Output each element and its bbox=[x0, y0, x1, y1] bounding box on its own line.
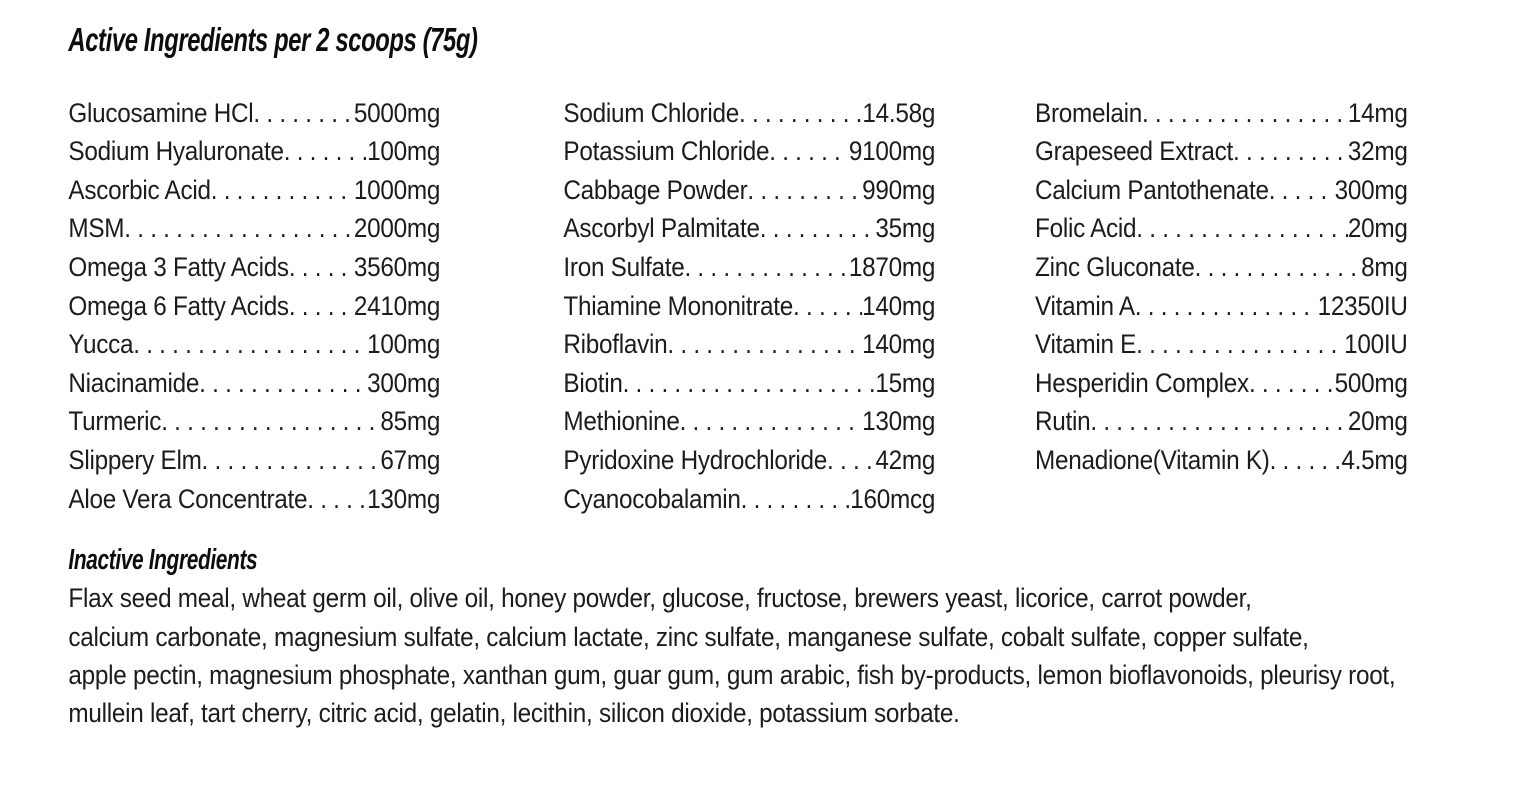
dot-leader bbox=[1136, 209, 1348, 248]
ingredient-row bbox=[68, 325, 440, 364]
dot-leader bbox=[284, 132, 367, 171]
ingredient-row bbox=[563, 171, 935, 210]
dot-leader bbox=[1136, 325, 1344, 364]
ingredient-row bbox=[68, 287, 440, 326]
ingredient-value: 100mg bbox=[367, 329, 441, 360]
ingredient-row bbox=[68, 132, 440, 171]
ingredient-value: 300mg bbox=[1334, 174, 1408, 205]
dot-leader bbox=[1270, 441, 1342, 480]
dot-leader bbox=[623, 364, 876, 403]
ingredient-name: Ascorbic Acid bbox=[68, 174, 211, 205]
dot-leader bbox=[1135, 287, 1318, 326]
ingredient-row bbox=[1035, 402, 1408, 441]
ingredient-row bbox=[68, 209, 440, 248]
ingredient-name: Bromelain bbox=[1035, 97, 1142, 128]
ingredient-row bbox=[563, 94, 935, 133]
ingredient-name: Cyanocobalamin bbox=[563, 483, 741, 514]
dot-leader bbox=[161, 402, 380, 441]
ingredient-name: Biotin bbox=[563, 367, 623, 398]
dot-leader bbox=[124, 209, 354, 248]
ingredient-value: 130mg bbox=[367, 483, 441, 514]
dot-leader bbox=[827, 441, 875, 480]
dot-leader bbox=[289, 287, 354, 326]
dot-leader bbox=[741, 480, 851, 519]
dot-leader bbox=[680, 402, 863, 441]
ingredient-value: 130mg bbox=[862, 406, 936, 437]
ingredient-row bbox=[1035, 171, 1408, 210]
ingredient-name: Ascorbyl Palmitate bbox=[563, 213, 760, 244]
ingredient-row bbox=[563, 287, 935, 326]
dot-leader bbox=[739, 94, 862, 133]
dot-leader bbox=[202, 441, 381, 480]
dot-leader bbox=[253, 94, 353, 133]
dot-leader bbox=[667, 325, 862, 364]
ingredient-name: Turmeric bbox=[68, 406, 162, 437]
ingredient-row bbox=[68, 171, 440, 210]
ingredient-row bbox=[1035, 364, 1408, 403]
ingredient-name: Rutin bbox=[1035, 406, 1091, 437]
ingredient-row bbox=[1035, 441, 1408, 480]
ingredient-column-3 bbox=[1035, 94, 1408, 519]
dot-leader bbox=[769, 132, 849, 171]
ingredient-name: Thiamine Mononitrate bbox=[563, 290, 794, 321]
ingredient-name: Methionine bbox=[563, 406, 680, 437]
ingredient-value: 12350IU bbox=[1317, 290, 1408, 321]
ingredient-value: 2000mg bbox=[353, 213, 441, 244]
dot-leader bbox=[1142, 94, 1348, 133]
inactive-ingredients-paragraph bbox=[68, 579, 1536, 733]
ingredient-value: 140mg bbox=[862, 329, 936, 360]
ingredient-value: 300mg bbox=[367, 367, 441, 398]
ingredient-value: 140mg bbox=[862, 290, 936, 321]
dot-leader bbox=[289, 248, 354, 287]
inactive-ingredients-line: calcium carbonate, magnesium sulfate, calcium lactate, zinc sulfate, manganese sulfate, cobalt sulfate, copper sulfate, bbox=[68, 621, 1309, 652]
ingredient-row bbox=[68, 402, 440, 441]
ingredient-row bbox=[1035, 94, 1408, 133]
ingredient-row bbox=[563, 441, 935, 480]
ingredient-name: Niacinamide bbox=[68, 367, 200, 398]
ingredient-value: 100IU bbox=[1344, 329, 1408, 360]
ingredient-row bbox=[1035, 287, 1408, 326]
ingredient-value: 2410mg bbox=[353, 290, 441, 321]
ingredient-row bbox=[68, 480, 440, 519]
ingredient-row bbox=[68, 364, 440, 403]
ingredient-value: 990mg bbox=[862, 174, 936, 205]
dot-leader bbox=[1090, 402, 1348, 441]
dot-leader bbox=[133, 325, 367, 364]
dot-leader bbox=[1249, 364, 1335, 403]
ingredient-row bbox=[68, 94, 440, 133]
ingredient-name: Potassium Chloride bbox=[563, 136, 770, 167]
ingredient-value: 14mg bbox=[1347, 97, 1408, 128]
dot-leader bbox=[1269, 171, 1335, 210]
dot-leader bbox=[760, 209, 876, 248]
ingredient-value: 9100mg bbox=[848, 136, 936, 167]
inactive-ingredients-line: Flax seed meal, wheat germ oil, olive oil, honey powder, glucose, fructose, brewers yeast, licorice, carrot powder, bbox=[68, 583, 1252, 614]
ingredient-name: Aloe Vera Concentrate bbox=[68, 483, 308, 514]
ingredient-value: 35mg bbox=[875, 213, 936, 244]
ingredient-row bbox=[1035, 209, 1408, 248]
ingredient-name: Omega 3 Fatty Acids bbox=[68, 251, 289, 282]
ingredient-name: Vitamin E bbox=[1035, 329, 1137, 360]
ingredient-name: Zinc Gluconate bbox=[1035, 251, 1195, 282]
ingredient-name: Calcium Pantothenate bbox=[1035, 174, 1269, 205]
ingredient-value: 20mg bbox=[1347, 213, 1408, 244]
ingredient-row bbox=[68, 248, 440, 287]
ingredient-row bbox=[563, 480, 935, 519]
inactive-ingredients-line: mullein leaf, tart cherry, citric acid, gelatin, lecithin, silicon dioxide, potassium sorbate. bbox=[68, 698, 960, 729]
ingredient-row bbox=[563, 248, 935, 287]
active-ingredients-title: Active Ingredients per 2 scoops (75g) bbox=[68, 21, 478, 58]
ingredient-name: Grapeseed Extract bbox=[1035, 136, 1234, 167]
ingredient-name: Sodium Chloride bbox=[563, 97, 739, 128]
ingredient-value: 500mg bbox=[1334, 367, 1408, 398]
ingredient-value: 32mg bbox=[1347, 136, 1408, 167]
ingredient-value: 14.58g bbox=[862, 97, 936, 128]
ingredient-row bbox=[68, 441, 440, 480]
ingredient-value: 1870mg bbox=[848, 251, 936, 282]
dot-leader bbox=[307, 480, 367, 519]
ingredient-value: 1000mg bbox=[353, 174, 441, 205]
ingredient-row bbox=[563, 209, 935, 248]
ingredient-name: Menadione(Vitamin K) bbox=[1035, 444, 1270, 475]
ingredient-name: Vitamin A bbox=[1035, 290, 1135, 321]
ingredient-name: Omega 6 Fatty Acids bbox=[68, 290, 289, 321]
ingredient-name: Cabbage Powder bbox=[563, 174, 748, 205]
ingredient-value: 160mcg bbox=[850, 483, 936, 514]
ingredient-value: 15mg bbox=[875, 367, 936, 398]
ingredient-row bbox=[563, 364, 935, 403]
ingredient-row bbox=[1035, 248, 1408, 287]
dot-leader bbox=[211, 171, 354, 210]
ingredient-row bbox=[1035, 132, 1408, 171]
ingredient-name: Glucosamine HCl bbox=[68, 97, 254, 128]
ingredient-value: 8mg bbox=[1361, 251, 1408, 282]
ingredient-value: 67mg bbox=[380, 444, 441, 475]
ingredient-row bbox=[1035, 325, 1408, 364]
active-ingredients-columns bbox=[68, 94, 1536, 519]
dot-leader bbox=[199, 364, 367, 403]
dot-leader bbox=[1195, 248, 1361, 287]
ingredient-column-2 bbox=[563, 94, 935, 519]
ingredient-value: 42mg bbox=[875, 444, 936, 475]
dot-leader bbox=[684, 248, 848, 287]
ingredient-name: Slippery Elm bbox=[68, 444, 202, 475]
dot-leader bbox=[747, 171, 862, 210]
ingredient-name: Hesperidin Complex bbox=[1035, 367, 1249, 398]
ingredient-value: 4.5mg bbox=[1341, 444, 1408, 475]
ingredient-column-1 bbox=[68, 94, 440, 519]
dot-leader bbox=[793, 287, 862, 326]
ingredient-value: 20mg bbox=[1347, 406, 1408, 437]
ingredient-name: Sodium Hyaluronate bbox=[68, 136, 284, 167]
dot-leader bbox=[1233, 132, 1348, 171]
ingredient-row bbox=[563, 132, 935, 171]
ingredient-name: Riboflavin bbox=[563, 329, 668, 360]
inactive-ingredients-line: apple pectin, magnesium phosphate, xanthan gum, guar gum, gum arabic, fish by-products, lemon bioflavonoids, pleurisy root, bbox=[68, 659, 1396, 690]
ingredient-name: Iron Sulfate bbox=[563, 251, 685, 282]
ingredient-row bbox=[563, 402, 935, 441]
ingredient-name: MSM bbox=[68, 213, 125, 244]
ingredient-name: Folic Acid bbox=[1035, 213, 1137, 244]
inactive-ingredients-title: Inactive Ingredients bbox=[68, 544, 258, 577]
ingredient-value: 5000mg bbox=[353, 97, 441, 128]
ingredient-value: 85mg bbox=[380, 406, 441, 437]
ingredient-name: Yucca bbox=[68, 329, 134, 360]
ingredient-value: 100mg bbox=[367, 136, 441, 167]
ingredient-row bbox=[563, 325, 935, 364]
ingredient-name: Pyridoxine Hydrochloride bbox=[563, 444, 828, 475]
ingredient-value: 3560mg bbox=[353, 251, 441, 282]
